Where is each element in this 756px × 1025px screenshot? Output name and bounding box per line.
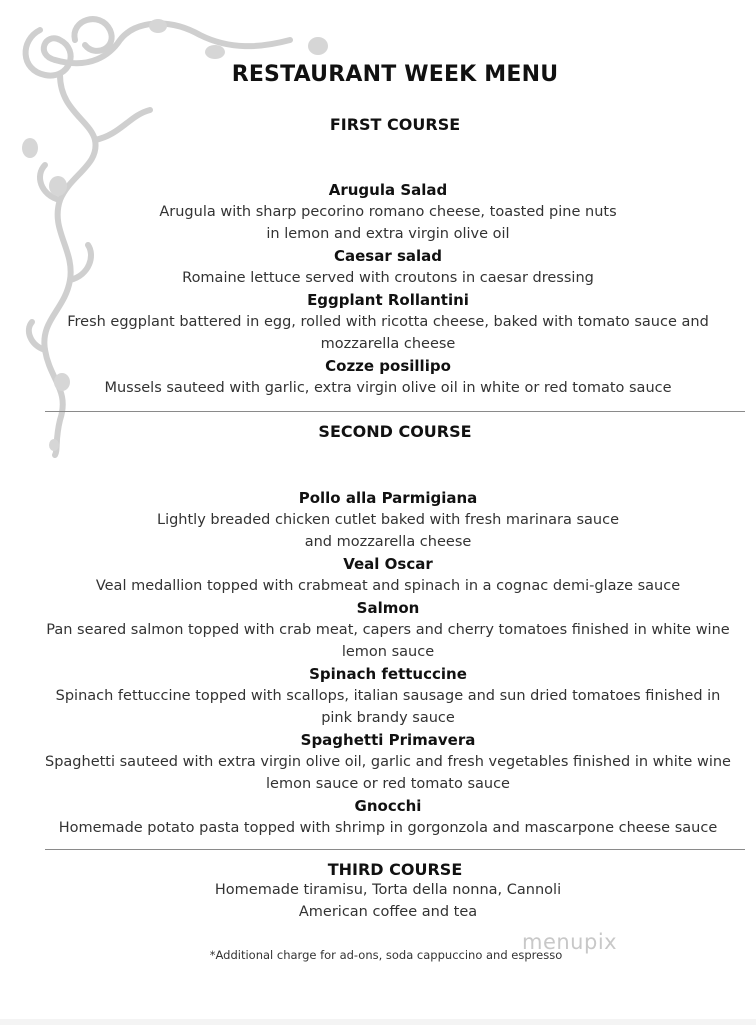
third-course-heading: THIRD COURSE	[327, 860, 463, 879]
item-name: Veal Oscar	[343, 555, 433, 573]
item-name: Caesar salad	[333, 247, 443, 265]
item-description: Homemade potato pasta topped with shrimp in gorgonzola and mascarpone cheese sauce	[58, 820, 718, 836]
watermark: menupix	[522, 930, 618, 954]
item-description: Lightly breaded chicken cutlet baked with fresh marinara sauce	[156, 512, 619, 528]
item-name: Salmon	[356, 599, 420, 617]
item-name: Cozze posillipo	[325, 357, 451, 375]
beverage-line: American coffee and tea	[298, 904, 478, 920]
item-name: Spinach fettuccine	[309, 665, 467, 683]
item-description: mozzarella cheese	[320, 336, 456, 352]
first-course-heading: FIRST COURSE	[329, 115, 461, 134]
item-description: Spaghetti sauteed with extra virgin olive oil, garlic and fresh vegetables finished in white wine	[45, 754, 731, 770]
item-name: Pollo alla Parmigiana	[298, 489, 478, 507]
item-description: Mussels sauteed with garlic, extra virgin olive oil in white or red tomato sauce	[104, 380, 672, 396]
item-description: in lemon and extra virgin olive oil	[266, 226, 510, 242]
item-description: Veal medallion topped with crabmeat and spinach in a cognac demi-glaze sauce	[95, 578, 681, 594]
item-name: Arugula Salad	[328, 181, 448, 199]
menu-title: RESTAURANT WEEK MENU	[231, 62, 559, 87]
item-description: lemon sauce	[341, 644, 435, 660]
item-name: Eggplant Rollantini	[307, 291, 469, 309]
first-course-items	[0, 179, 756, 399]
additional-charge-note: *Additional charge for ad-ons, soda cappuccino and espresso	[209, 948, 563, 962]
section-divider	[45, 849, 745, 850]
section-divider	[45, 411, 745, 412]
bottom-edge	[0, 1019, 756, 1025]
item-description: Fresh eggplant battered in egg, rolled with ricotta cheese, baked with tomato sauce and	[67, 314, 709, 330]
second-course-heading: SECOND COURSE	[318, 422, 472, 441]
item-description: Romaine lettuce served with croutons in caesar dressing	[182, 270, 594, 286]
item-description: Pan seared salmon topped with crab meat, capers and cherry tomatoes finished in white wine	[46, 622, 730, 638]
second-course-items	[0, 487, 756, 839]
item-description: pink brandy sauce	[321, 710, 455, 726]
item-description: Arugula with sharp pecorino romano cheese, toasted pine nuts	[159, 204, 617, 220]
item-name: Spaghetti Primavera	[300, 731, 476, 749]
item-description: lemon sauce or red tomato sauce	[266, 776, 510, 792]
item-description: Spinach fettuccine topped with scallops, italian sausage and sun dried tomatoes finished in	[55, 688, 721, 704]
dessert-line: Homemade tiramisu, Torta della nonna, Cannoli	[214, 882, 562, 898]
item-description: and mozzarella cheese	[304, 534, 472, 550]
item-name: Gnocchi	[354, 797, 422, 815]
